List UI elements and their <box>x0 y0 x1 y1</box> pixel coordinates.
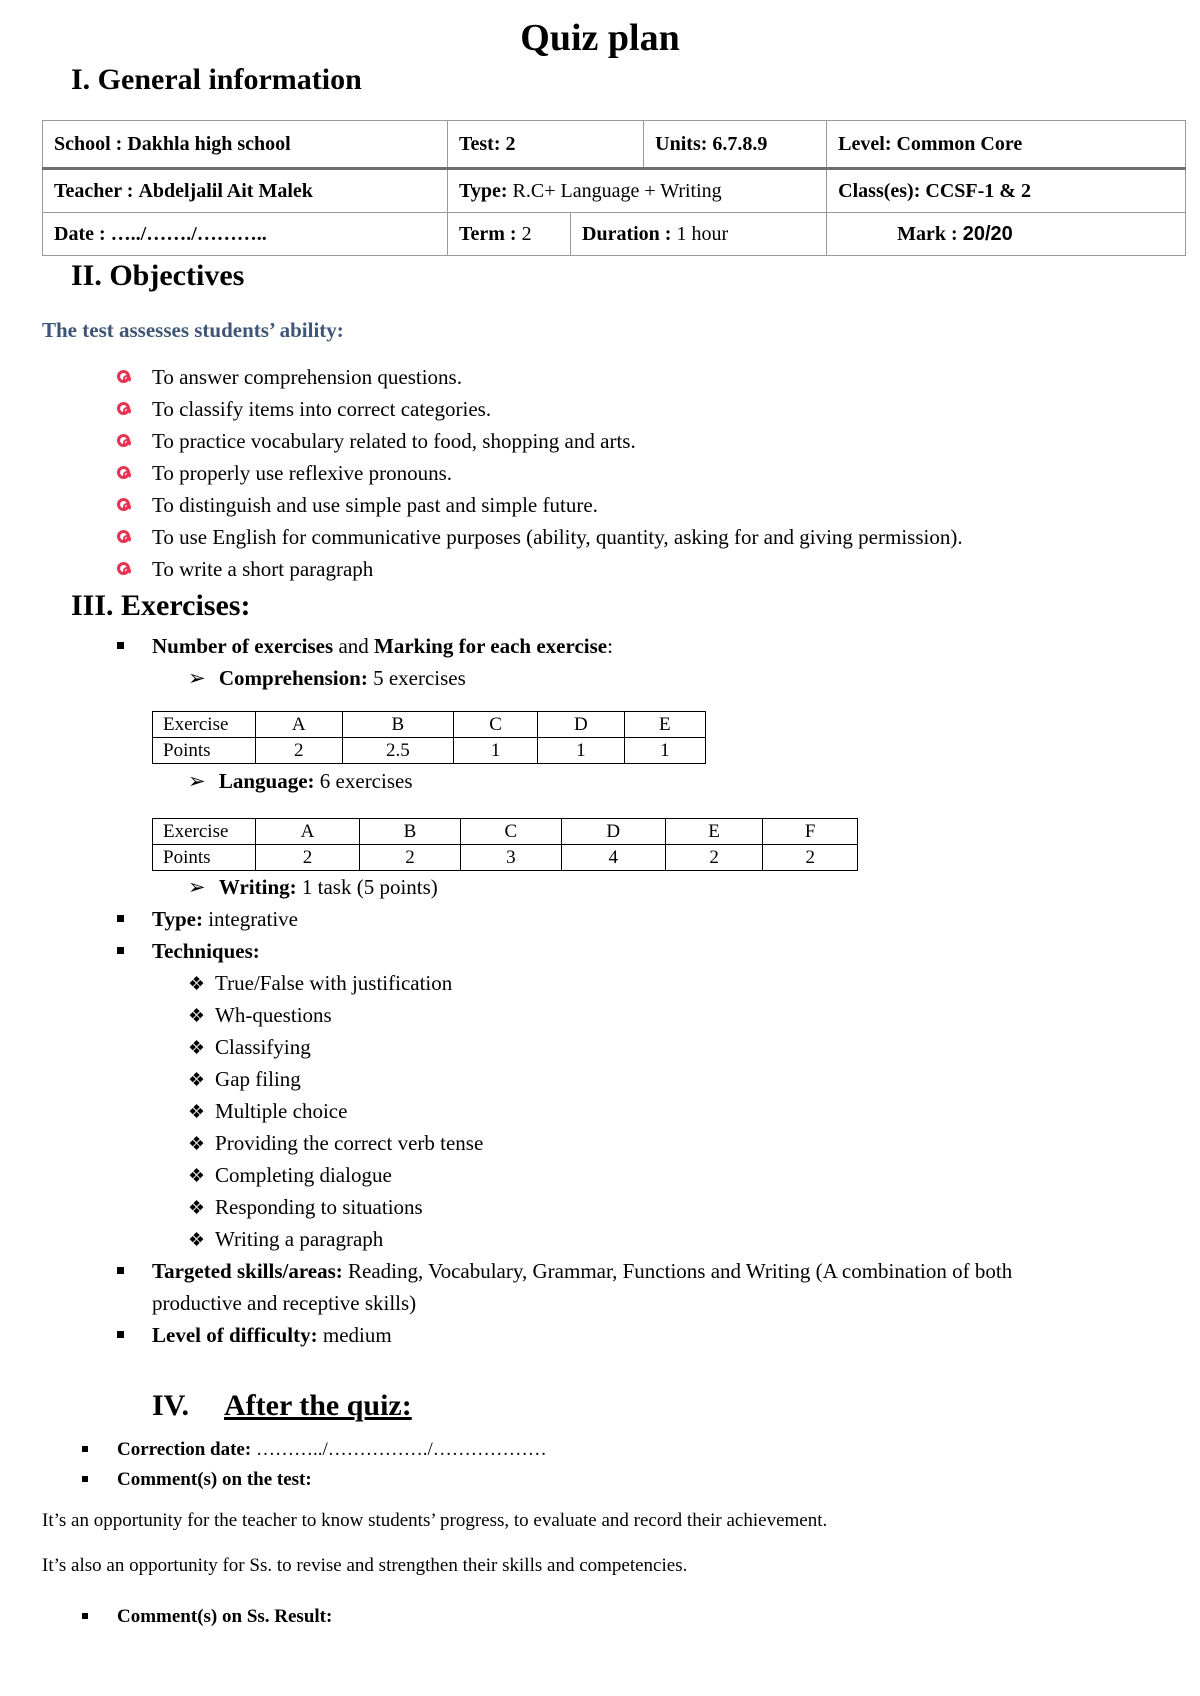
section-exercises-heading: III. Exercises: <box>71 589 251 622</box>
points-cell: 4 <box>561 845 665 871</box>
objectives-list <box>117 361 1177 585</box>
exercise-cell: B <box>342 712 454 738</box>
exercise-cell: F <box>763 819 858 845</box>
technique-text: Wh-questions <box>215 1003 332 1027</box>
techniques-label: Techniques: <box>152 939 260 963</box>
objective-item <box>117 521 1177 553</box>
level-value: Common Core <box>896 132 1023 155</box>
objective-text: To practice vocabulary related to food, shopping and arts. <box>152 429 636 453</box>
units-cell <box>644 121 827 169</box>
swirl-bullet-icon <box>117 498 130 511</box>
comments-test-label: Comment(s) on the test: <box>117 1469 312 1490</box>
points-cell: 1 <box>624 738 705 764</box>
square-bullet-icon <box>82 1613 88 1619</box>
class-label: Class(es): <box>838 179 921 202</box>
school-cell <box>43 121 448 169</box>
technique-item <box>188 1159 483 1191</box>
skills-line-1 <box>117 1255 1192 1287</box>
units-label: Units: <box>655 132 708 155</box>
section-general-heading: I. General information <box>71 63 362 96</box>
diamond-bullet-icon: ❖ <box>188 1166 206 1187</box>
skills-item <box>117 1255 1192 1319</box>
technique-text: Writing a paragraph <box>215 1227 384 1251</box>
swirl-bullet-icon <box>117 402 130 415</box>
technique-item <box>188 999 483 1031</box>
teacher-value: Abdeljalil Ait Malek <box>138 179 313 202</box>
technique-text: Classifying <box>215 1035 311 1059</box>
points-cell: 2 <box>360 845 461 871</box>
writing-value: 1 task (5 points) <box>296 875 438 899</box>
diamond-bullet-icon: ❖ <box>188 1070 206 1091</box>
square-bullet-icon <box>117 947 124 954</box>
writing-item <box>188 871 438 903</box>
exercise-cell: A <box>256 819 360 845</box>
swirl-bullet-icon <box>117 530 130 543</box>
diamond-bullet-icon: ❖ <box>188 1006 206 1027</box>
page-title: Quiz plan <box>520 17 680 59</box>
test-value: 2 <box>505 132 516 155</box>
technique-item <box>188 1223 483 1255</box>
language-value: 6 exercises <box>314 769 413 793</box>
objective-text: To distinguish and use simple past and simple future. <box>152 493 598 517</box>
type-label: Type: <box>152 907 203 931</box>
mark-value: 20/20 <box>962 222 1013 245</box>
comprehension-label: Comprehension: <box>218 666 368 690</box>
number-of-exercises-item <box>117 630 613 662</box>
arrow-bullet-icon: ➢ <box>188 875 206 899</box>
technique-item <box>188 967 483 999</box>
exercise-header: Exercise <box>153 819 256 845</box>
points-cell: 2 <box>665 845 763 871</box>
number-and: and <box>333 634 375 658</box>
school-value: Dakhla high school <box>127 132 291 155</box>
type-value: R.C+ Language + Writing <box>512 179 722 202</box>
technique-text: Multiple choice <box>215 1099 348 1123</box>
square-bullet-icon <box>117 1331 124 1338</box>
teacher-label: Teacher : <box>54 179 134 202</box>
objective-item <box>117 361 1177 393</box>
objectives-intro: The test assesses students’ ability: <box>42 318 344 342</box>
section-after-quiz-heading: After the quiz: <box>224 1389 412 1422</box>
school-label: School : <box>54 132 123 155</box>
objective-item <box>117 393 1177 425</box>
language-item <box>188 765 413 797</box>
swirl-bullet-icon <box>117 562 130 575</box>
techniques-item <box>117 935 260 967</box>
technique-text: Providing the correct verb tense <box>215 1131 484 1155</box>
duration-label: Duration : <box>582 222 672 245</box>
diamond-bullet-icon: ❖ <box>188 1038 206 1059</box>
techniques-list <box>188 967 483 1255</box>
comment-paragraph-1: It’s an opportunity for the teacher to know students’ progress, to evaluate and record their achievement. <box>42 1510 828 1531</box>
number-colon: : <box>607 634 613 658</box>
technique-item <box>188 1095 483 1127</box>
comment-paragraph-2: It’s also an opportunity for Ss. to revise and strengthen their skills and competencies. <box>42 1555 688 1576</box>
general-info-table <box>42 120 1186 256</box>
type-value: integrative <box>202 907 298 931</box>
square-bullet-icon <box>82 1446 88 1452</box>
comments-result-label: Comment(s) on Ss. Result: <box>117 1606 333 1627</box>
points-cell: 1 <box>538 738 625 764</box>
swirl-bullet-icon <box>117 466 130 479</box>
technique-text: Responding to situations <box>215 1195 423 1219</box>
exercise-cell: C <box>460 819 561 845</box>
exercise-cell: A <box>256 712 343 738</box>
swirl-bullet-icon <box>117 370 130 383</box>
section-objectives-heading: II. Objectives <box>71 259 245 292</box>
date-value: …../……./……….. <box>110 222 267 245</box>
language-points-table <box>152 818 858 871</box>
technique-text: Gap filing <box>215 1067 301 1091</box>
comprehension-points-table <box>152 711 706 764</box>
square-bullet-icon <box>117 642 124 649</box>
exercise-cell: E <box>624 712 705 738</box>
language-label: Language: <box>218 769 315 793</box>
exercise-cell: D <box>538 712 625 738</box>
difficulty-item <box>117 1319 392 1351</box>
objective-text: To classify items into correct categories. <box>152 397 492 421</box>
mark-cell <box>827 213 1186 256</box>
term-label: Term : <box>459 222 517 245</box>
points-cell: 2.5 <box>342 738 454 764</box>
level-cell <box>827 121 1186 169</box>
points-cell: 3 <box>460 845 561 871</box>
square-bullet-icon <box>82 1476 88 1482</box>
technique-item <box>188 1063 483 1095</box>
comments-result-item <box>82 1603 332 1631</box>
type-label: Type: <box>459 179 508 202</box>
units-value: 6.7.8.9 <box>712 132 768 155</box>
skills-value-continued: productive and receptive skills) <box>152 1291 417 1315</box>
points-cell: 2 <box>256 738 343 764</box>
points-cell: 2 <box>256 845 360 871</box>
technique-text: True/False with justification <box>215 971 453 995</box>
points-header: Points <box>153 845 256 871</box>
difficulty-value: medium <box>317 1323 392 1347</box>
class-value: CCSF-1 & 2 <box>925 179 1031 202</box>
objective-text: To answer comprehension questions. <box>152 365 462 389</box>
number-label: Number of exercises <box>152 634 334 658</box>
test-label: Test: <box>459 132 501 155</box>
technique-item <box>188 1031 483 1063</box>
correction-date-item <box>82 1436 547 1464</box>
diamond-bullet-icon: ❖ <box>188 1230 206 1251</box>
diamond-bullet-icon: ❖ <box>188 974 206 995</box>
exercise-cell: E <box>665 819 763 845</box>
comprehension-item <box>188 662 466 694</box>
duration-value: 1 hour <box>676 222 729 245</box>
section-after-quiz-number: IV. <box>152 1389 189 1422</box>
square-bullet-icon <box>117 915 124 922</box>
objective-text: To properly use reflexive pronouns. <box>152 461 453 485</box>
correction-date-label: Correction date: <box>117 1439 252 1460</box>
mark-label: Mark : <box>897 222 958 245</box>
level-label: Level: <box>838 132 892 155</box>
marking-label: Marking for each exercise <box>374 634 608 658</box>
objective-item <box>117 457 1177 489</box>
exercise-cell: C <box>454 712 538 738</box>
points-header: Points <box>153 738 256 764</box>
teacher-cell <box>43 169 448 213</box>
diamond-bullet-icon: ❖ <box>188 1134 206 1155</box>
term-cell <box>448 213 571 256</box>
correction-date-value: ………../……………./……………… <box>251 1439 547 1460</box>
objective-item <box>117 425 1177 457</box>
difficulty-label: Level of difficulty: <box>152 1323 318 1347</box>
exercise-header: Exercise <box>153 712 256 738</box>
swirl-bullet-icon <box>117 434 130 447</box>
objective-text: To use English for communicative purposes (ability, quantity, asking for and giving permission). <box>152 525 963 549</box>
skills-value: Reading, Vocabulary, Grammar, Functions and Writing (A combination of both <box>342 1259 1013 1283</box>
technique-text: Completing dialogue <box>215 1163 392 1187</box>
diamond-bullet-icon: ❖ <box>188 1198 206 1219</box>
skills-label: Targeted skills/areas: <box>152 1259 343 1283</box>
technique-item <box>188 1127 483 1159</box>
objective-item <box>117 553 1177 585</box>
arrow-bullet-icon: ➢ <box>188 769 206 793</box>
date-label: Date : <box>54 222 106 245</box>
objective-item <box>117 489 1177 521</box>
arrow-bullet-icon: ➢ <box>188 666 206 690</box>
technique-item <box>188 1191 483 1223</box>
type-cell <box>448 169 827 213</box>
exercise-cell: D <box>561 819 665 845</box>
points-cell: 1 <box>454 738 538 764</box>
diamond-bullet-icon: ❖ <box>188 1102 206 1123</box>
exercise-cell: B <box>360 819 461 845</box>
objective-text: To write a short paragraph <box>152 557 374 581</box>
date-cell <box>43 213 448 256</box>
square-bullet-icon <box>117 1267 124 1274</box>
writing-label: Writing: <box>218 875 297 899</box>
comments-test-item <box>82 1466 312 1494</box>
class-cell <box>827 169 1186 213</box>
duration-cell <box>571 213 827 256</box>
comprehension-value: 5 exercises <box>367 666 466 690</box>
type-item <box>117 903 298 935</box>
test-cell <box>448 121 644 169</box>
term-value: 2 <box>521 222 532 245</box>
points-cell: 2 <box>763 845 858 871</box>
